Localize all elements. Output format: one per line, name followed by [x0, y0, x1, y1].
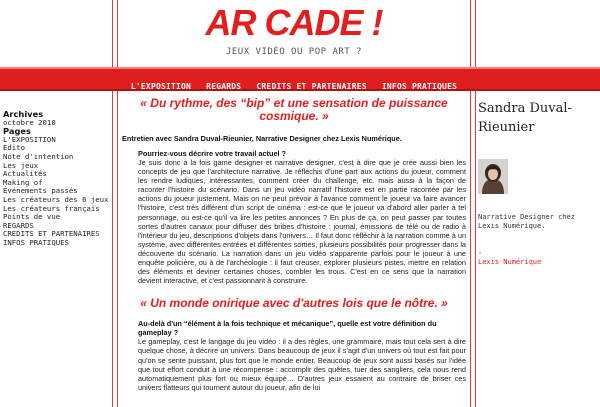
- logo-text[interactable]: AR CADE !: [205, 2, 383, 43]
- author-description: Narrative Designer chez Lexis Numérique.: [478, 213, 575, 230]
- answer-2: Le gameplay, c'est le langage du jeu vidéo : il a des règles, une grammaire, mais tout cela sert à dire quelque chose, à décrire un univers. Dans beaucoup de jeux il s'agit d'un univers où tout est fait pour qu'on se sente puissant, plus fort que le monde entier. Beaucoup de jeux sont aussi basés sur l'idée que tout effort conduit à une récompense : accomplir des quêtes, tuer des sangliers, cela nous rend automatiquement plus fort ou mieux équipé… D'autres jeux essaient au contraire de briser ces univers flatteurs qui tournent autour du joueur, afin de lui: [138, 337, 466, 392]
- pages-heading: Pages: [3, 126, 31, 137]
- article: [122, 97, 466, 392]
- right-rule: [475, 0, 476, 407]
- page-link-les-jeux[interactable]: Les jeux: [3, 160, 39, 170]
- page-link-regards[interactable]: REGARDS: [3, 220, 34, 230]
- author-panel: [478, 99, 600, 266]
- page-link-createurs-francais[interactable]: Les créateurs français: [3, 203, 100, 213]
- article-intro: Entretien avec Sandra Duval-Rieunier, Narrative Designer chez Lexis Numérique.: [122, 134, 402, 143]
- page-link-credits[interactable]: CREDITS ET PARTENAIRES: [3, 229, 100, 239]
- archives-heading: Archives: [3, 109, 44, 119]
- page-link-note-intention[interactable]: Note d'intention: [3, 151, 74, 161]
- page-link-createurs-6-jeux[interactable]: Les créateurs des 6 jeux: [3, 194, 109, 204]
- page-link-points-de-vue[interactable]: Points de vue: [3, 212, 61, 222]
- pull-quote: « Du rythme, des “bip” et une sensation de puissance cosmique. »: [140, 96, 448, 123]
- page-link-making-of[interactable]: Making of: [3, 177, 43, 187]
- author-company-link[interactable]: Lexis Numérique: [478, 257, 542, 266]
- pull-quote-2: « Un monde onirique avec d'autres lois que le nôtre. »: [140, 296, 448, 311]
- page-link-actualites[interactable]: Actualités: [3, 169, 47, 179]
- page-link-evenements[interactable]: Événements passés: [3, 186, 78, 196]
- answer: Je suis donc à la fois game designer et narrative designer, c'est à dire que je crée aussi bien les concepts de jeu que l'architecture narrative. Je réfléchis d'une part aux actions du joueur, comment les rendre ludiques, intéressantes, comment créer du challenge, etc. mais aussi à la façon de raconter l'histoire du scénario. Dans un jeu vidéo narratif l'histoire est en partie racontée par les actions du joueur justement. Mais on ne peut prévoir à l'avance comment le joueur va faire avancer l'histoire, c'est très différent d'un script de cinéma : est-ce que le joueur va d'abord aller parler à tel personnage, ou est-ce qu'il va lire les petites annonces ? En plus de ça, on peut passer par toutes sortes d'autres canaux pour diffuser des bribes d'histoire : journal, émissions de télé ou de radio à l'intérieur du jeu, descriptions d'objets dans l'univers… Il faut donc réfléchir à la narration comme à un système, avec différentes entrées et différentes sorties, plusieurs possibilités pour progresser dans la découverte du scénario. La narration dans un jeu vidéo s'apparente parfois pour le joueur à une enquête policière, ou à de l'archéologie : il faut creuser, explorer plusieurs pistes, mettre en relation des éléments et deviner certaines choses, combler les trous. C'est en ce sens que la narration devient interactive, et c'est passionnant à construire.: [138, 158, 466, 286]
- page-link-exposition[interactable]: L'EXPOSITION: [3, 134, 56, 144]
- nav-item-regards[interactable]: REGARDS: [206, 82, 242, 91]
- nav-item-infos[interactable]: INFOS PRATIQUES: [381, 82, 458, 91]
- question-2: Au-delà d'un “élément à la fois technique et mécanique”, quelle est votre définition du gameplay ?: [138, 319, 437, 338]
- qa-block-2: [138, 319, 466, 392]
- site-header: [118, 0, 470, 67]
- page-link-edito[interactable]: Edito: [3, 143, 25, 153]
- archive-link[interactable]: octobre 2010: [3, 117, 56, 127]
- qa-block: [138, 149, 466, 285]
- author-photo-image: [478, 159, 508, 194]
- sidebar: [3, 110, 111, 248]
- author-dash: -: [478, 249, 483, 258]
- right-rule-inner: [470, 0, 471, 407]
- left-rule: [112, 0, 113, 407]
- site-logo[interactable]: [118, 2, 470, 43]
- nav-item-credits[interactable]: CREDITS ET PARTENAIRES: [256, 82, 367, 91]
- main-nav: [0, 67, 600, 91]
- question: Pourriez-vous décrire votre travail actuel ?: [138, 149, 287, 158]
- site-tagline: JEUX VIDÉO OU POP ART ?: [225, 47, 363, 57]
- nav-item-exposition[interactable]: L'EXPOSITION: [130, 82, 192, 91]
- author-name: Sandra Duval-Rieunier: [478, 101, 572, 135]
- author-photo: [478, 159, 508, 194]
- page-link-infos[interactable]: INFOS PRATIQUES: [3, 237, 69, 247]
